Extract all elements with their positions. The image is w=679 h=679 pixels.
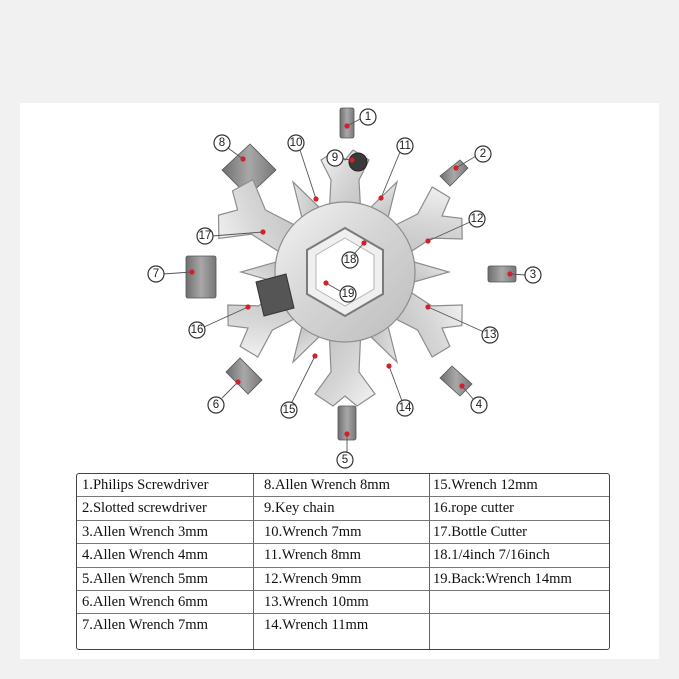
callout-15 [281,353,318,418]
table-cell: 17.Bottle Cutter [430,521,610,544]
callout-14-label: 14 [398,402,412,414]
callout-14 [386,363,413,416]
table-cell: 3.Allen Wrench 3mm [77,521,253,544]
callout-11-label: 11 [399,140,411,152]
table-cell: 10.Wrench 7mm [254,521,429,544]
table-cell: 18.1/4inch 7/16inch [430,544,610,567]
table-cell: 12.Wrench 9mm [254,568,429,591]
table-cell: 14.Wrench 11mm [264,617,369,634]
table-cell: 9.Key chain [254,497,429,520]
callout-16-label: 16 [190,324,204,336]
callout-6 [208,379,241,413]
table-cell [430,614,610,649]
callout-9-label: 9 [331,152,339,164]
callout-2-label: 2 [479,148,487,160]
callout-8-label: 8 [218,137,226,149]
table-cell: 6.Allen Wrench 6mm [77,591,253,614]
bit-allen-7 [186,256,216,298]
table-column-3 [430,474,610,649]
callout-1-label: 1 [364,111,372,123]
tool-function-table [76,473,610,650]
callout-3-label: 3 [529,269,537,281]
callout-5-label: 5 [341,454,349,466]
table-cell: 7.Allen Wrench 7mm [82,617,208,634]
bit-slotted [440,160,468,186]
callout-6-label: 6 [212,399,220,411]
callout-15-label: 15 [282,404,296,416]
callout-11 [378,138,413,201]
callout-10-label: 10 [289,137,303,149]
table-cell: 11.Wrench 8mm [254,544,429,567]
table-cell: 13.Wrench 10mm [254,591,429,614]
table-column-1 [77,474,254,649]
table-cell: 16.rope cutter [430,497,610,520]
table-cell: 15.Wrench 12mm [430,474,610,497]
callout-4-label: 4 [475,399,483,411]
table-cell: 2.Slotted screwdriver [77,497,253,520]
table-column-2 [254,474,430,649]
table-cell: 19.Back:Wrench 14mm [430,568,610,591]
callout-17-label: 17 [198,230,212,242]
table-cell [430,591,610,614]
table-cell: 8.Allen Wrench 8mm [254,474,429,497]
table-cell: 4.Allen Wrench 4mm [77,544,253,567]
callout-13-label: 13 [483,329,497,341]
callout-18-label: 18 [343,254,357,266]
callout-8 [214,135,246,162]
table-cell: 5.Allen Wrench 5mm [77,568,253,591]
callout-12-label: 12 [470,213,484,225]
callout-7-label: 7 [152,268,160,280]
table-cell: 1.Philips Screwdriver [77,474,253,497]
callout-4 [459,383,487,413]
callout-19-label: 19 [341,288,355,300]
